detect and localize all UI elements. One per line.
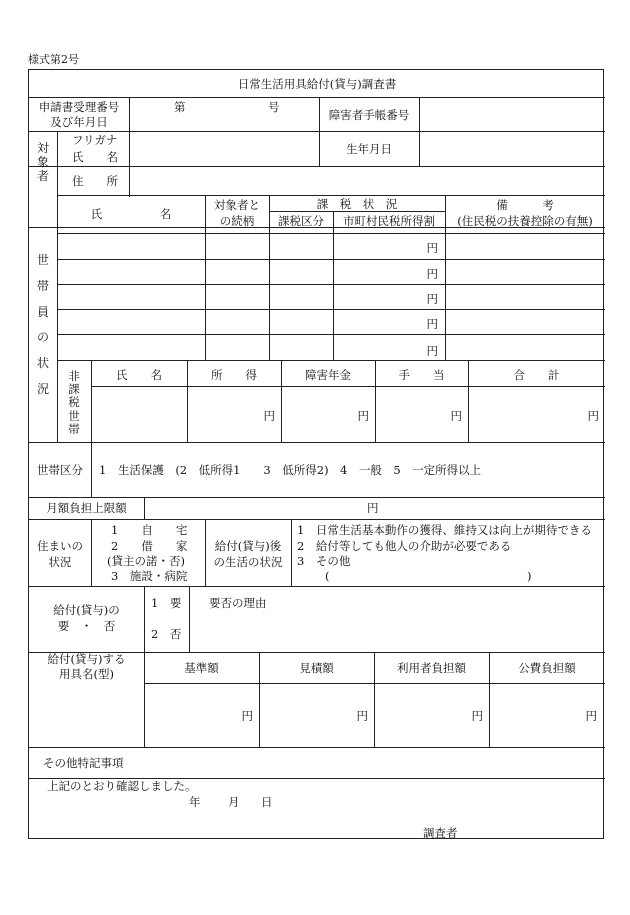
address-field[interactable] xyxy=(130,167,604,195)
application-number-field[interactable] xyxy=(130,98,319,131)
after-option-3: 3 その他 xyxy=(297,554,351,568)
housing-option-rental: 2 借 家 xyxy=(111,539,188,553)
nontax-income-yen: 円 xyxy=(263,409,275,423)
necessity-label-2: 要 ・ 否 xyxy=(57,619,116,633)
furigana-label: フリガナ xyxy=(72,133,118,147)
household-name-header: 氏 名 xyxy=(90,207,172,221)
equipment-name-field[interactable] xyxy=(30,684,144,747)
household-section-label: 世帯員の状況 xyxy=(36,253,49,396)
investigator-label: 調査者 xyxy=(423,826,458,840)
remarks-header-2: (住民税の扶養控除の有無) xyxy=(457,214,593,228)
nontax-total-header: 合 計 xyxy=(513,368,560,382)
user-burden-yen: 円 xyxy=(471,709,483,723)
housing-label-2: 状況 xyxy=(48,555,72,569)
address-label: 住 所 xyxy=(72,174,118,188)
birthdate-field[interactable] xyxy=(420,132,604,166)
category-label: 世帯区分 xyxy=(37,463,83,477)
form-number: 様式第2号 xyxy=(28,53,79,66)
after-option-3-paren-open: ( xyxy=(325,569,330,583)
application-label-1: 申請書受理番号 xyxy=(38,100,120,114)
household-row-yen: 円 xyxy=(426,344,438,358)
household-row-yen: 円 xyxy=(426,317,438,331)
nontax-name-header: 氏 名 xyxy=(116,368,162,382)
nontax-total-yen: 円 xyxy=(587,409,599,423)
after-status-label-1: 給付(貸与)後 xyxy=(214,539,282,553)
housing-label-1: 住まいの xyxy=(37,539,83,553)
confirmation-year: 年 xyxy=(189,795,201,809)
equipment-label-2: 用具名(型) xyxy=(59,667,114,681)
housing-option-facility: 3 施設・病院 xyxy=(111,569,188,583)
birthdate-label: 生年月日 xyxy=(346,142,392,156)
public-burden-yen: 円 xyxy=(585,709,597,723)
housing-option-rental-note: (貸主の諾・否) xyxy=(107,554,185,568)
public-burden-header: 公費負担額 xyxy=(518,661,576,675)
equipment-label-1: 給付(貸与)する xyxy=(47,652,126,666)
estimate-amount-header: 見積額 xyxy=(299,661,334,675)
survey-form xyxy=(28,69,604,839)
investigator-signature-field[interactable] xyxy=(465,818,601,838)
after-option-2: 2 給付等しても他人の介助が必要である xyxy=(297,539,512,553)
application-label-2: 及び年月日 xyxy=(50,115,108,129)
application-dai: 第 xyxy=(174,100,186,114)
subject-section-label: 対象者 xyxy=(36,141,49,183)
estimate-amount-yen: 円 xyxy=(356,709,368,723)
after-status-label-2: の生活の状況 xyxy=(213,555,283,569)
nontax-pension-header: 障害年金 xyxy=(305,368,351,382)
disability-card-number-field[interactable] xyxy=(420,98,604,131)
nontax-label: 非課税世帯 xyxy=(68,369,80,436)
monthly-limit-label: 月額負担上限額 xyxy=(46,501,127,515)
disability-card-label: 障害者手帳番号 xyxy=(328,108,410,122)
after-option-1: 1 日常生活基本動作の獲得、維持又は向上が期待できる xyxy=(297,523,592,537)
household-row-yen: 円 xyxy=(426,292,438,306)
standard-amount-header: 基準額 xyxy=(184,661,219,675)
housing-option-home: 1 自 宅 xyxy=(111,523,188,537)
nontax-allowance-header: 手 当 xyxy=(398,368,445,382)
form-title: 日常生活用具給付(貸与)調査書 xyxy=(237,77,397,91)
subject-name-field[interactable] xyxy=(130,132,319,166)
remarks-header-1: 備 考 xyxy=(496,198,554,212)
nontax-allowance-yen: 円 xyxy=(450,409,462,423)
tax-status-header: 課 税 状 況 xyxy=(316,197,398,211)
name-label: 氏 名 xyxy=(72,150,118,164)
tax-category-header: 課税区分 xyxy=(278,214,324,228)
other-remarks-field[interactable] xyxy=(145,748,604,778)
necessity-reason-field[interactable] xyxy=(190,611,604,652)
after-option-3-paren-close: ) xyxy=(527,569,532,583)
necessity-reason-label: 要否の理由 xyxy=(209,596,267,610)
necessity-yes-option: 1 要 xyxy=(151,596,182,610)
other-remarks-label: その他特記事項 xyxy=(43,756,124,770)
necessity-no-option: 2 否 xyxy=(151,627,182,641)
confirmation-month: 月 xyxy=(228,795,240,809)
category-options: 1 生活保護 (2 低所得1 3 低所得2) 4 一般 5 一定所得以上 xyxy=(99,463,482,477)
monthly-limit-yen: 円 xyxy=(367,501,379,515)
household-row-yen: 円 xyxy=(426,241,438,255)
standard-amount-yen: 円 xyxy=(241,709,253,723)
relation-header-2: の続柄 xyxy=(219,214,255,228)
necessity-label-1: 給付(貸与)の xyxy=(53,603,120,617)
application-go: 号 xyxy=(268,100,280,114)
confirmation-day: 日 xyxy=(261,795,273,809)
household-row-yen: 円 xyxy=(426,267,438,281)
relation-header-1: 対象者と xyxy=(214,198,260,212)
municipal-tax-header: 市町村民税所得割 xyxy=(343,214,435,228)
nontax-pension-yen: 円 xyxy=(357,409,369,423)
nontax-income-header: 所 得 xyxy=(211,368,257,382)
confirmation-text: 上記のとおり確認しました。 xyxy=(47,779,197,793)
user-burden-header: 利用者負担額 xyxy=(397,661,466,675)
